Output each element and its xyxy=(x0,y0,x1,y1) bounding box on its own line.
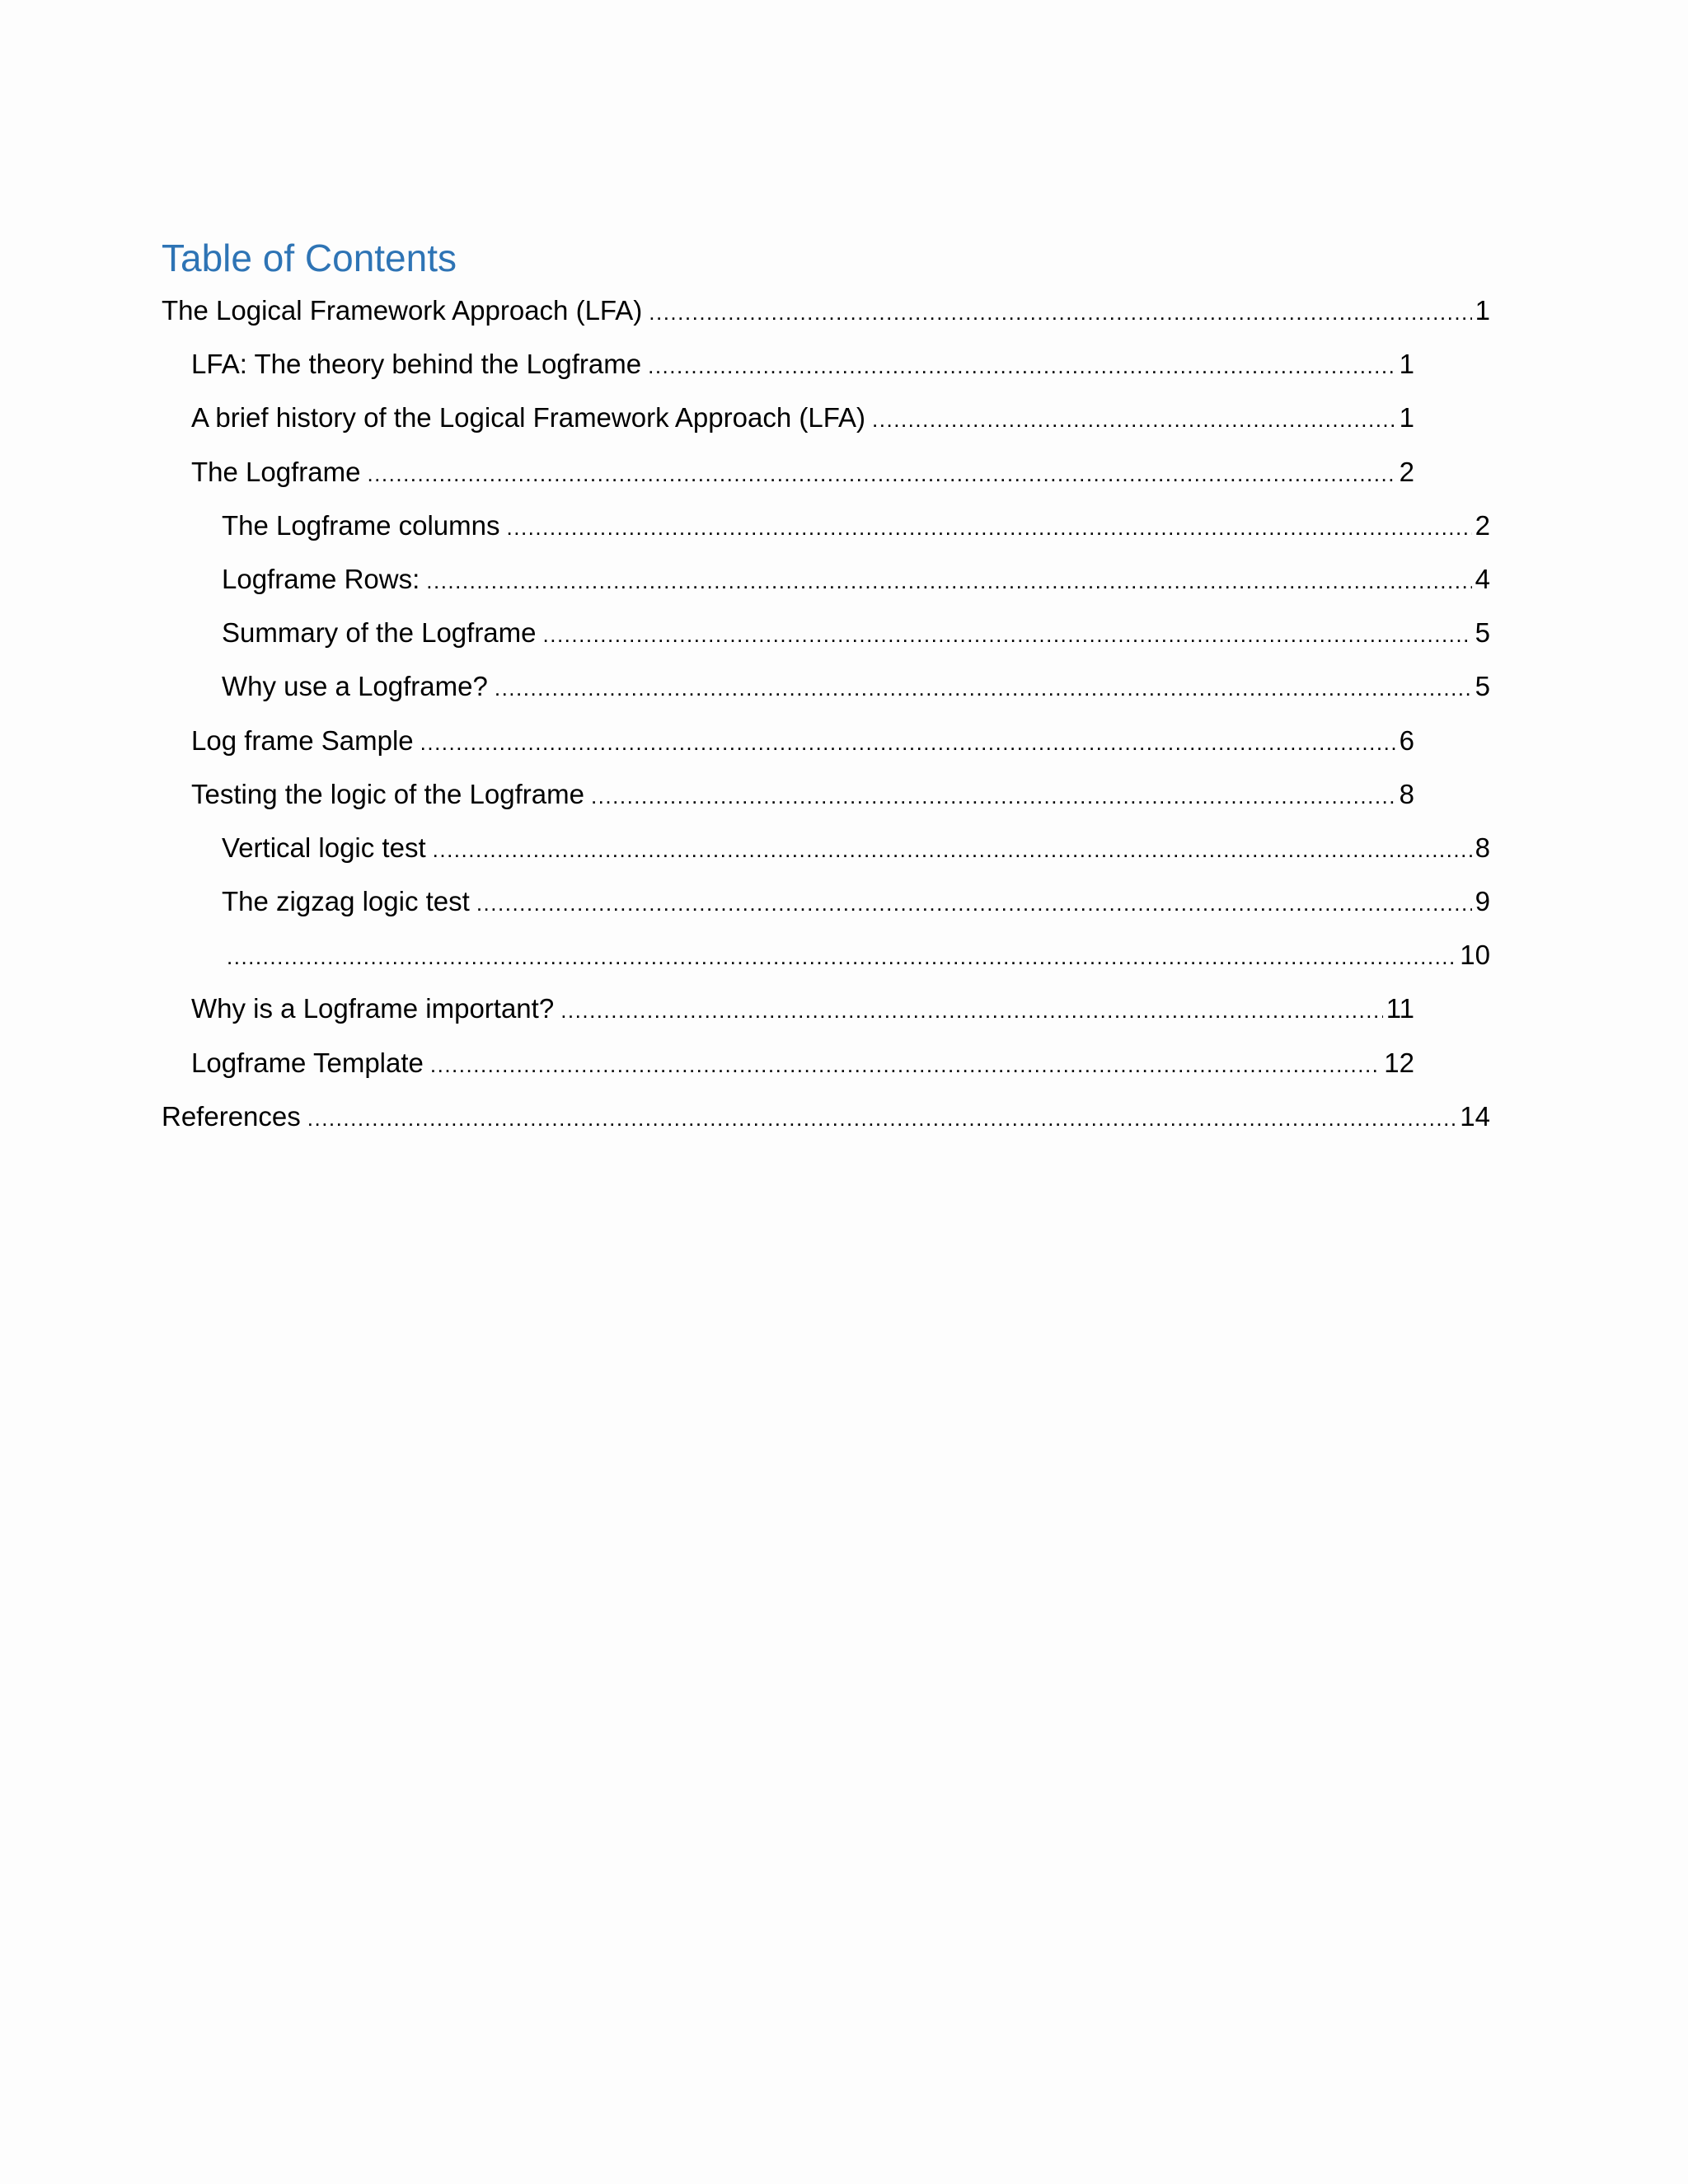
toc-entry-logframe-rows[interactable] xyxy=(0,555,1490,608)
dot-leader xyxy=(430,1040,1381,1090)
toc-entry-page-number: 2 xyxy=(1475,509,1490,541)
toc-entry-page-number: 6 xyxy=(1399,724,1414,756)
toc-entry-page-number: 4 xyxy=(1475,563,1490,594)
toc-entry-text: The Logical Framework Approach (LFA) xyxy=(162,295,643,326)
toc-entry-vertical-logic-test[interactable] xyxy=(0,823,1490,877)
toc-title: Table of Contents xyxy=(162,237,457,279)
toc-entry-page-number: 2 xyxy=(1399,456,1414,487)
dot-leader xyxy=(433,825,1472,874)
toc-entry-logical-framework-approach[interactable] xyxy=(0,286,1490,340)
toc-entry-text: The Logframe columns xyxy=(222,509,500,541)
dot-leader xyxy=(307,1094,1457,1143)
toc-entry-text: LFA: The theory behind the Logframe xyxy=(191,349,642,380)
toc-entry-untitled[interactable] xyxy=(0,930,1490,984)
toc-entry-page-number: 5 xyxy=(1475,671,1490,702)
toc-entry-page-number: 14 xyxy=(1460,1100,1490,1132)
toc-entry-text: Log frame Sample xyxy=(191,724,414,756)
dot-leader xyxy=(648,341,1396,391)
toc-entry-logframe-columns[interactable] xyxy=(0,501,1490,555)
dot-leader xyxy=(420,718,1396,767)
toc-entry-lfa-history[interactable] xyxy=(0,393,1414,447)
toc-entry-text: The Logframe xyxy=(191,456,361,487)
toc-entry-text: Logframe Template xyxy=(191,1047,424,1078)
toc-entry-page-number: 12 xyxy=(1384,1047,1414,1078)
dot-leader xyxy=(476,879,1472,928)
toc-entry-page-number: 11 xyxy=(1386,993,1414,1024)
dot-leader xyxy=(227,932,1456,982)
toc-entry-text: Why use a Logframe? xyxy=(222,671,488,702)
toc-entry-page-number: 8 xyxy=(1399,778,1414,809)
toc-entry-page-number: 5 xyxy=(1475,617,1490,649)
toc-entry-why-use-logframe[interactable] xyxy=(0,662,1490,715)
dot-leader xyxy=(495,663,1472,713)
dot-leader xyxy=(367,449,1395,499)
toc-entry-page-number: 1 xyxy=(1399,402,1414,434)
dot-leader xyxy=(591,771,1396,821)
toc-entry-text: Logframe Rows: xyxy=(222,563,420,594)
toc-entry-testing-logic[interactable] xyxy=(0,770,1414,823)
toc-entry-log-frame-sample[interactable] xyxy=(0,716,1414,770)
dot-leader xyxy=(649,288,1471,337)
toc-entry-references[interactable] xyxy=(0,1092,1490,1146)
toc-entry-why-logframe-important[interactable] xyxy=(0,984,1414,1038)
toc-entry-the-logframe[interactable] xyxy=(0,448,1414,501)
toc-entry-logframe-summary[interactable] xyxy=(0,608,1490,662)
toc-entry-lfa-theory[interactable] xyxy=(0,340,1414,393)
toc-entry-text: Vertical logic test xyxy=(222,832,426,863)
toc-entry-page-number: 8 xyxy=(1475,832,1490,863)
toc-entry-logframe-template[interactable] xyxy=(0,1038,1414,1092)
toc-entry-page-number: 9 xyxy=(1475,886,1490,917)
toc-entry-text: The zigzag logic test xyxy=(222,886,470,917)
toc-entry-page-number: 10 xyxy=(1460,940,1490,971)
dot-leader xyxy=(543,610,1472,659)
toc-list xyxy=(0,286,1688,1146)
toc-entry-page-number: 1 xyxy=(1399,349,1414,380)
toc-entry-text: Why is a Logframe important? xyxy=(191,993,555,1024)
toc-entry-text: Summary of the Logframe xyxy=(222,617,537,649)
dot-leader xyxy=(507,503,1472,552)
toc-entry-text: A brief history of the Logical Framework Approach (LFA) xyxy=(191,402,866,434)
toc-entry-text: Testing the logic of the Logframe xyxy=(191,778,584,809)
toc-entry-zigzag-logic-test[interactable] xyxy=(0,877,1490,930)
dot-leader xyxy=(872,395,1396,444)
toc-entry-text: References xyxy=(162,1100,301,1132)
toc-entry-page-number: 1 xyxy=(1475,295,1490,326)
dot-leader xyxy=(426,556,1471,606)
dot-leader xyxy=(560,986,1383,1035)
